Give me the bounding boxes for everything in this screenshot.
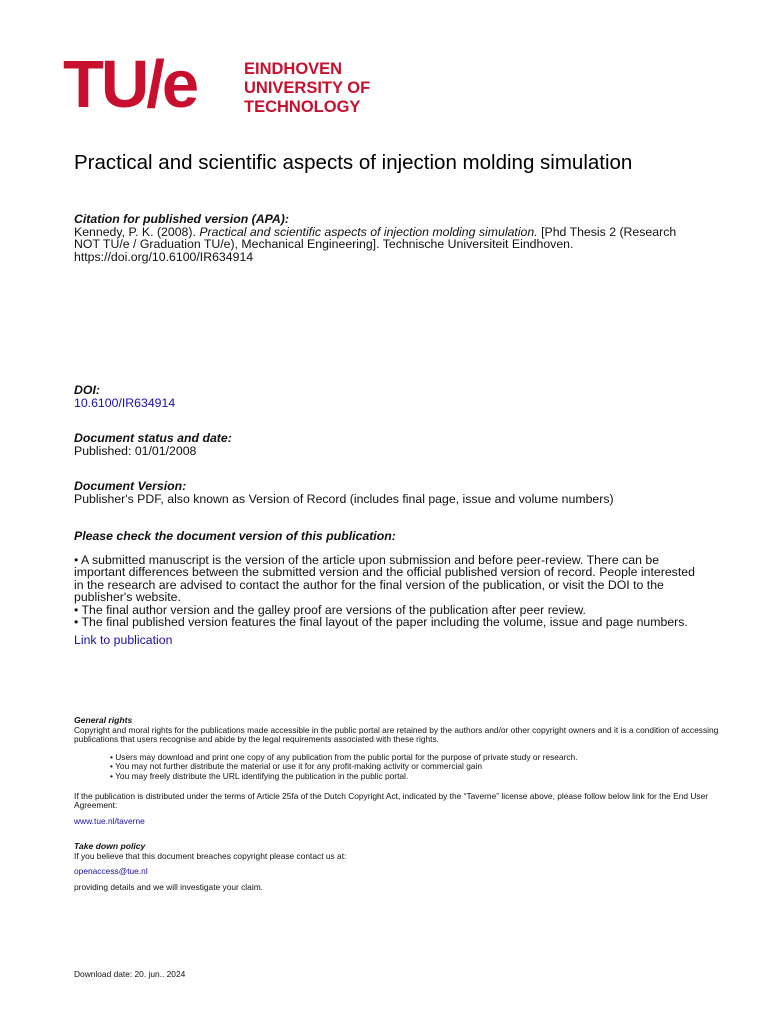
university-name-line: TECHNOLOGY: [244, 98, 361, 116]
citation-line-2: NOT TU/e / Graduation TU/e), Mechanical Engineering]. Technische Universiteit Eindhoven.: [74, 237, 574, 251]
check-bullets: [74, 554, 704, 629]
citation-degree: [Phd Thesis 2 (Research: [537, 224, 677, 239]
citation-authors: Kennedy, P. K. (2008).: [74, 224, 200, 239]
takedown-heading: Take down policy: [74, 841, 146, 851]
citation-heading: Citation for published version (APA):: [74, 212, 289, 226]
doi-heading: DOI:: [74, 383, 100, 397]
doi-section: [74, 384, 704, 409]
doi-link[interactable]: 10.6100/IR634914: [74, 395, 176, 410]
version-heading: Document Version:: [74, 479, 187, 493]
tue-logo-mark: TU/e: [63, 47, 197, 122]
status-section: [74, 432, 704, 457]
general-rights-section: [74, 716, 724, 826]
university-name: [244, 60, 370, 117]
check-heading: Please check the document version of this publication:: [74, 529, 396, 543]
rights-list: [74, 753, 724, 782]
takedown-after: providing details and we will investigate your claim.: [74, 881, 263, 892]
check-bullet: • The final published version features the final layout of the paper including the volume, issue and page numbers.: [74, 615, 688, 629]
download-date: Download date: 20. jun.. 2024: [74, 969, 186, 979]
status-value: Published: 01/01/2008: [74, 443, 197, 458]
taverne-link[interactable]: www.tue.nl/taverne: [74, 815, 145, 826]
citation-work-title: Practical and scientific aspects of injection molding simulation.: [199, 224, 538, 239]
check-bullet: • The final author version and the galley proof are versions of the publication after peer review.: [74, 602, 586, 617]
takedown-section: [74, 842, 724, 892]
takedown-text: If you believe that this document breaches copyright please contact us at:: [74, 850, 347, 861]
citation-section: [74, 213, 704, 263]
university-name-line: EINDHOVEN: [244, 60, 343, 78]
publication-link[interactable]: Link to publication: [74, 632, 173, 647]
version-value: Publisher's PDF, also known as Version of Record (includes final page, issue and volume numbers): [74, 491, 614, 506]
publication-title: Practical and scientific aspects of injection molding simulation: [74, 151, 633, 174]
general-rights-text: Copyright and moral rights for the publications made accessible in the public portal are retained by the authors and/or other copyright owners and it is a condition of accessing publications that users recognise and abide by the legal requirements associated with these rights.: [74, 724, 719, 745]
check-bullet: • A submitted manuscript is the version of the article upon submission and before peer-review. There can be important differences between the submitted version and the official published version of record. People interested in the research are advised to contact the author for the final version of the publication, or visit the DOI to the publisher's website.: [74, 552, 695, 604]
taverne-text: If the publication is distributed under the terms of Article 25fa of the Dutch Copyright Act, indicated by the “Taverne” license above, please follow below link for the End User Agreement:: [74, 790, 709, 811]
citation-doi-url: https://doi.org/10.6100/IR634914: [74, 249, 254, 264]
general-rights-heading: General rights: [74, 715, 133, 725]
rights-item: • Users may download and print one copy of any publication from the public portal for the purpose of private study or research.: [110, 751, 578, 762]
check-section: [74, 530, 704, 646]
university-name-line: UNIVERSITY OF: [244, 79, 371, 97]
contact-email-link[interactable]: openaccess@tue.nl: [74, 866, 148, 877]
version-section: [74, 480, 704, 505]
status-heading: Document status and date:: [74, 431, 232, 445]
rights-item: • You may not further distribute the material or use it for any profit-making activity or commercial gain: [110, 761, 483, 772]
rights-item: • You may freely distribute the URL identifying the publication in the public portal.: [110, 770, 409, 781]
